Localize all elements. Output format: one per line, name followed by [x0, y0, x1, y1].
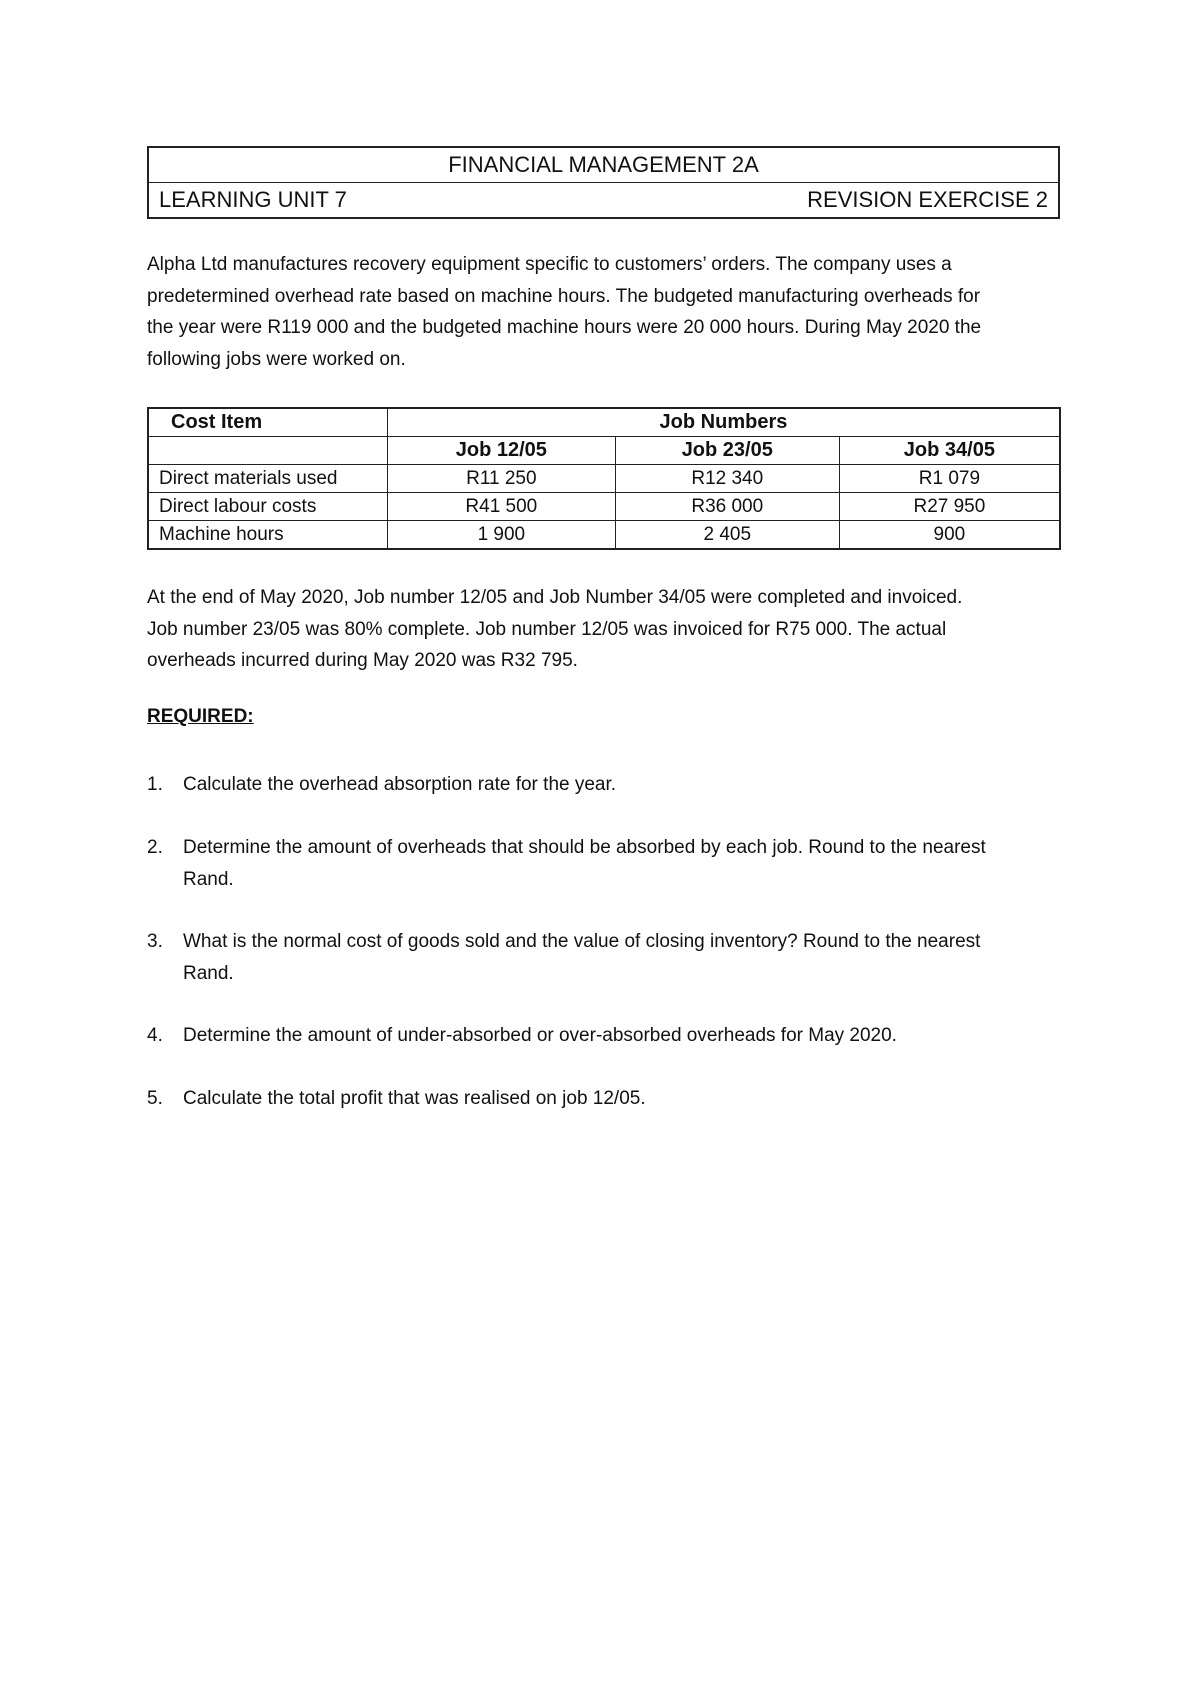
table-cell: 2 405 — [615, 521, 839, 550]
learning-unit-label: LEARNING UNIT 7 — [159, 187, 347, 212]
table-cell: R12 340 — [615, 465, 839, 493]
question-text — [183, 832, 1063, 895]
question-line: What is the normal cost of goods sold and the value of closing inventory? Round to the nearest — [183, 931, 981, 952]
table-row — [148, 493, 1060, 521]
question-text — [183, 1020, 1063, 1052]
table-cell: 900 — [839, 521, 1060, 550]
question-text — [183, 1083, 1063, 1115]
question-line: Determine the amount of overheads that should be absorbed by each job. Round to the nearest — [183, 837, 986, 858]
table-cell: 1 900 — [387, 521, 615, 550]
question-line: Calculate the total profit that was realised on job 12/05. — [183, 1088, 646, 1109]
table-cell: R11 250 — [387, 465, 615, 493]
question-number: 1. — [147, 774, 163, 795]
question-line: Rand. — [183, 868, 234, 890]
cost-item-header: Cost Item — [148, 408, 387, 437]
row-label: Direct materials used — [148, 465, 387, 493]
outcome-line: At the end of May 2020, Job number 12/05 and Job Number 34/05 were completed and invoiced. — [147, 587, 963, 608]
header-box — [147, 146, 1060, 219]
row-label: Machine hours — [148, 521, 387, 550]
revision-exercise-label: REVISION EXERCISE 2 — [807, 187, 1048, 212]
required-heading: REQUIRED: — [147, 706, 254, 727]
outcome-line: Job number 23/05 was 80% complete. Job number 12/05 was invoiced for R75 000. The actual — [147, 618, 947, 640]
question-line: Calculate the overhead absorption rate for the year. — [183, 774, 617, 795]
outcome-paragraph — [147, 582, 1067, 677]
table-cell: R36 000 — [615, 493, 839, 521]
question-number: 3. — [147, 931, 163, 952]
table-row — [148, 521, 1060, 550]
intro-line: predetermined overhead rate based on machine hours. The budgeted manufacturing overheads for — [147, 285, 981, 307]
question-line: Rand. — [183, 962, 234, 984]
job-cost-table — [147, 407, 1061, 550]
table-header-row — [148, 408, 1060, 437]
question-text — [183, 769, 1063, 801]
table-cell: R1 079 — [839, 465, 1060, 493]
job-numbers-header: Job Numbers — [387, 408, 1060, 437]
question-number: 2. — [147, 837, 163, 858]
course-title: FINANCIAL MANAGEMENT 2A — [148, 147, 1059, 183]
outcome-line: overheads incurred during May 2020 was R32 795. — [147, 650, 578, 671]
question-number: 4. — [147, 1025, 163, 1046]
intro-line: Alpha Ltd manufactures recovery equipment specific to customers’ orders. The company uses a — [147, 254, 952, 275]
intro-line: the year were R119 000 and the budgeted machine hours were 20 000 hours. During May 2020 the — [147, 317, 982, 338]
job-header: Job 34/05 — [839, 437, 1060, 465]
table-row — [148, 465, 1060, 493]
question-line: Determine the amount of under-absorbed or over-absorbed overheads for May 2020. — [183, 1025, 897, 1046]
table-subheader-row — [148, 437, 1060, 465]
question-number: 5. — [147, 1088, 163, 1109]
job-header: Job 23/05 — [615, 437, 839, 465]
table-cell: R27 950 — [839, 493, 1060, 521]
table-cell: R41 500 — [387, 493, 615, 521]
intro-line: following jobs were worked on. — [147, 348, 406, 370]
empty-cell — [148, 437, 387, 465]
intro-paragraph — [147, 249, 1067, 375]
job-header: Job 12/05 — [387, 437, 615, 465]
row-label: Direct labour costs — [148, 493, 387, 521]
question-text — [183, 926, 1063, 989]
